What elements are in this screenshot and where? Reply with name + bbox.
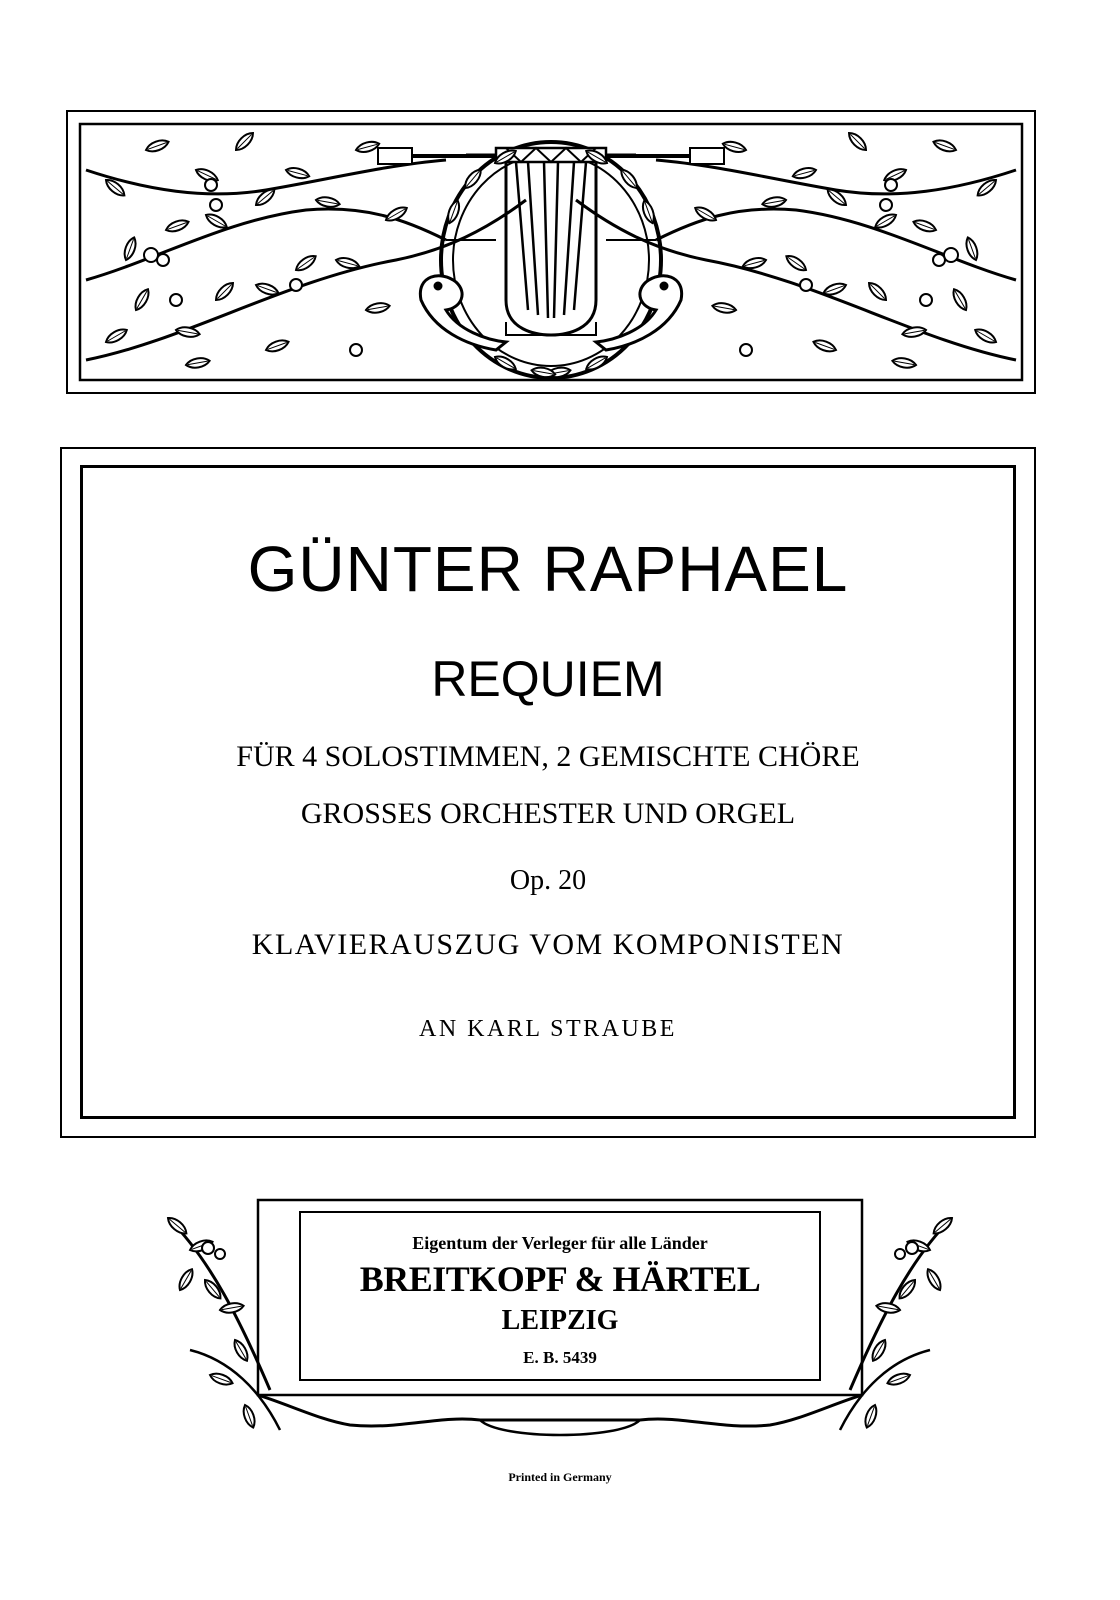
scoring-line-1: FÜR 4 SOLOSTIMMEN, 2 GEMISCHTE CHÖRE: [236, 740, 860, 773]
opus-number: Op. 20: [509, 865, 587, 896]
composer-name: GÜNTER RAPHAEL: [247, 533, 849, 605]
publisher-city: LEIPZIG: [501, 1305, 619, 1336]
dedication: AN KARL STRAUBE: [419, 1016, 677, 1042]
lyre-ornament-icon: [66, 110, 1036, 394]
printed-in-note: Printed in Germany: [508, 1470, 612, 1484]
work-title: REQUIEM: [431, 651, 665, 707]
publisher-name: BREITKOPF & HÄRTEL: [359, 1259, 761, 1299]
edition-number: E. B. 5439: [523, 1348, 597, 1367]
scoring-line-2: GROSSES ORCHESTER UND ORGEL: [300, 797, 796, 830]
rights-notice: Eigentum der Verleger für alle Länder: [412, 1233, 708, 1253]
arrangement-note: KLAVIERAUSZUG VOM KOMPONISTEN: [251, 928, 845, 961]
